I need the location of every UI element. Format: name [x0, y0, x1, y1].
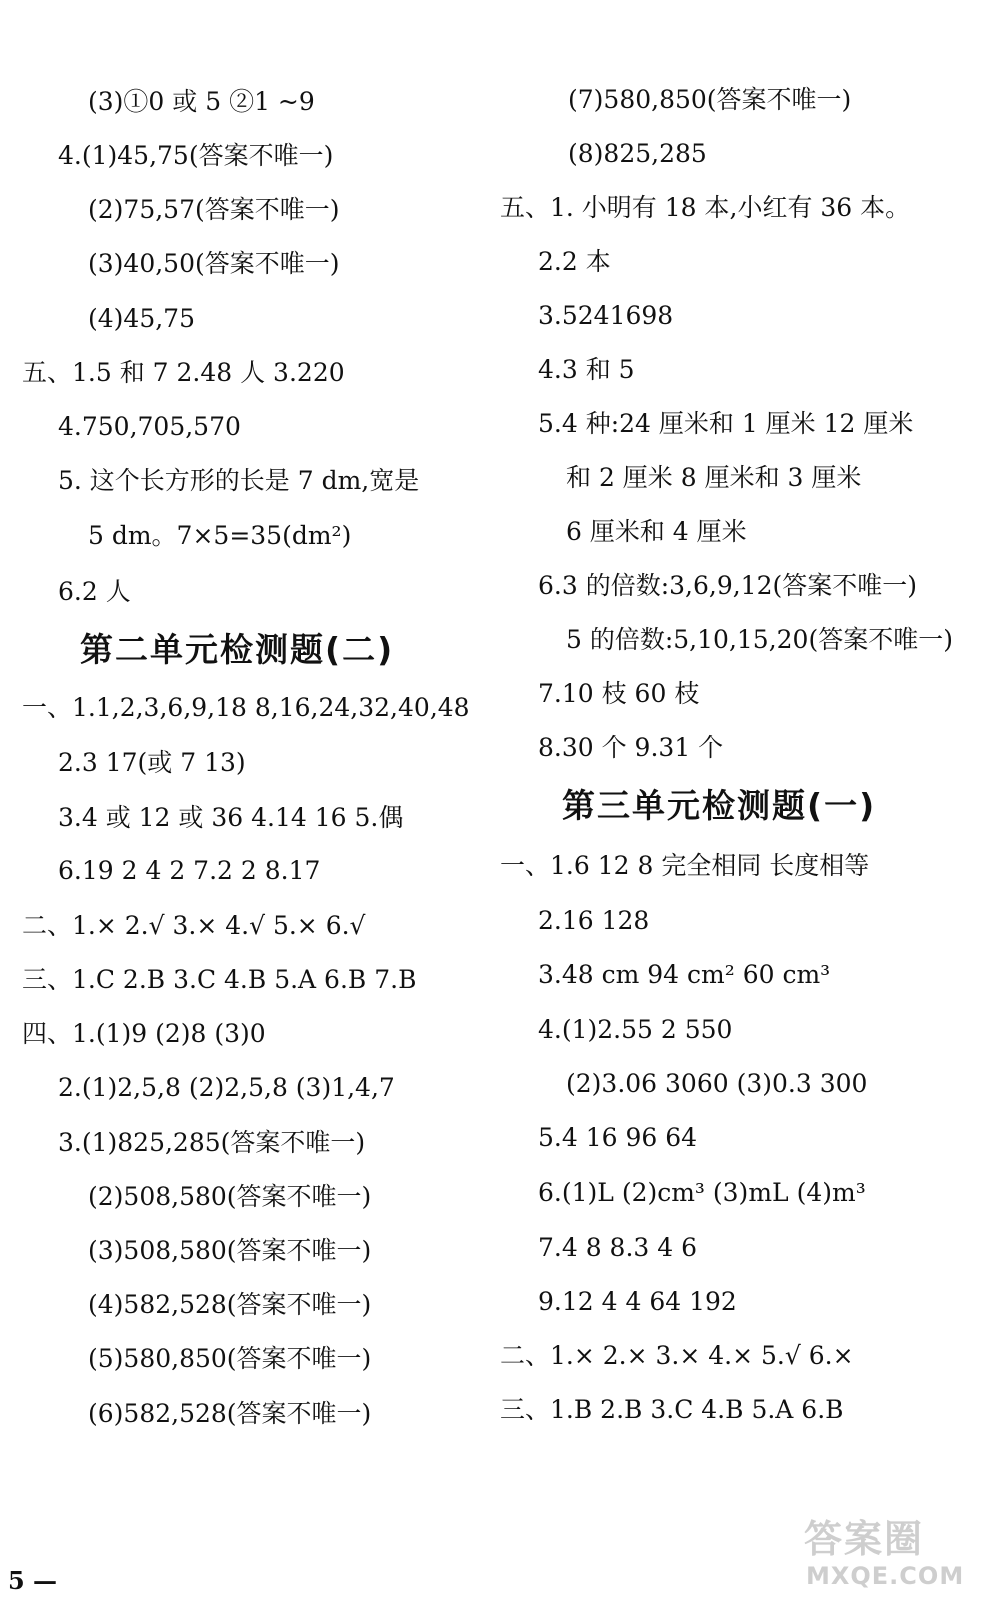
right-bottom-answer-line: 二、1.× 2.× 3.× 4.× 5.√ 6.×	[500, 1341, 854, 1370]
right-bottom-answer-line: 4.(1)2.55 2 550	[538, 1015, 733, 1044]
left-bottom-answer-line: 2.(1)2,5,8 (2)2,5,8 (3)1,4,7	[58, 1073, 395, 1102]
left-top-answer-line: (3)40,50(答案不唯一)	[88, 249, 340, 278]
left-bottom-answer-line: 2.3 17(或 7 13)	[58, 748, 246, 777]
right-bottom-answer-line: 6.(1)L (2)cm³ (3)mL (4)m³	[538, 1178, 866, 1207]
left-top-answer-line: 五、1.5 和 7 2.48 人 3.220	[22, 358, 345, 387]
right-bottom-answer-line: 一、1.6 12 8 完全相同 长度相等	[500, 851, 870, 880]
right-bottom-answer-line: (2)3.06 3060 (3)0.3 300	[566, 1069, 868, 1098]
right-bottom-answer-line: 9.12 4 4 64 192	[538, 1287, 737, 1316]
left-top-answer-line: 4.(1)45,75(答案不唯一)	[58, 141, 334, 170]
left-top-answer-line: 5. 这个长方形的长是 7 dm,宽是	[58, 466, 420, 495]
section-heading-unit2-test2: 第二单元检测题(二)	[80, 630, 395, 669]
right-top-answer-line: 8.30 个 9.31 个	[538, 733, 724, 762]
right-bottom-answer-line: 三、1.B 2.B 3.C 4.B 5.A 6.B	[500, 1395, 844, 1424]
right-top-answer-line: 5 的倍数:5,10,15,20(答案不唯一)	[566, 625, 953, 654]
left-bottom-answer-line: 3.(1)825,285(答案不唯一)	[58, 1128, 366, 1157]
left-bottom-answer-line: (4)582,528(答案不唯一)	[88, 1290, 372, 1319]
left-top-answer-line: 4.750,705,570	[58, 412, 241, 441]
left-bottom-answer-line: 二、1.× 2.√ 3.× 4.√ 5.× 6.√	[22, 911, 366, 940]
left-bottom-answer-line: (5)580,850(答案不唯一)	[88, 1344, 372, 1373]
right-bottom-answer-line: 7.4 8 8.3 4 6	[538, 1233, 698, 1262]
right-top-answer-line: 和 2 厘米 8 厘米和 3 厘米	[566, 463, 862, 492]
right-top-answer-line: 6.3 的倍数:3,6,9,12(答案不唯一)	[538, 571, 918, 600]
section-heading-unit3-test1: 第三单元检测题(一)	[562, 786, 877, 825]
left-bottom-answer-line: 四、1.(1)9 (2)8 (3)0	[22, 1019, 266, 1048]
right-bottom-answer-line: 2.16 128	[538, 906, 650, 935]
left-bottom-answer-line: 一、1.1,2,3,6,9,18 8,16,24,32,40,48	[22, 693, 470, 722]
watermark-logo	[800, 1508, 990, 1594]
left-top-answer-line: 6.2 人	[58, 577, 131, 606]
right-top-answer-line: 3.5241698	[538, 301, 674, 330]
right-top-answer-line: (7)580,850(答案不唯一)	[568, 85, 852, 114]
left-bottom-answer-line: 6.19 2 4 2 7.2 2 8.17	[58, 856, 321, 885]
right-top-answer-line: 6 厘米和 4 厘米	[566, 517, 747, 546]
page-number: 5 —	[8, 1566, 58, 1595]
right-top-answer-line: (8)825,285	[568, 139, 707, 168]
watermark-url: MXQE.COM	[806, 1562, 965, 1590]
right-top-answer-line: 五、1. 小明有 18 本,小红有 36 本。	[500, 193, 911, 222]
right-bottom-answer-line: 3.48 cm 94 cm² 60 cm³	[538, 960, 831, 989]
left-top-answer-line: (3)①0 或 5 ②1 ~9	[88, 87, 315, 116]
left-top-answer-line: (4)45,75	[88, 304, 195, 333]
right-top-answer-line: 2.2 本	[538, 247, 611, 276]
left-bottom-answer-line: 3.4 或 12 或 36 4.14 16 5.偶	[58, 803, 404, 832]
left-bottom-answer-line: 三、1.C 2.B 3.C 4.B 5.A 6.B 7.B	[22, 965, 417, 994]
left-top-answer-line: 5 dm。7×5=35(dm²)	[88, 521, 352, 550]
right-top-answer-line: 5.4 种:24 厘米和 1 厘米 12 厘米	[538, 409, 914, 438]
right-bottom-answer-line: 5.4 16 96 64	[538, 1123, 698, 1152]
left-top-answer-line: (2)75,57(答案不唯一)	[88, 195, 340, 224]
watermark-text: 答案圈	[804, 1517, 925, 1561]
left-bottom-answer-line: (3)508,580(答案不唯一)	[88, 1236, 372, 1265]
right-top-answer-line: 4.3 和 5	[538, 355, 635, 384]
right-top-answer-line: 7.10 枝 60 枝	[538, 679, 700, 708]
left-bottom-answer-line: (2)508,580(答案不唯一)	[88, 1182, 372, 1211]
left-bottom-answer-line: (6)582,528(答案不唯一)	[88, 1399, 372, 1428]
